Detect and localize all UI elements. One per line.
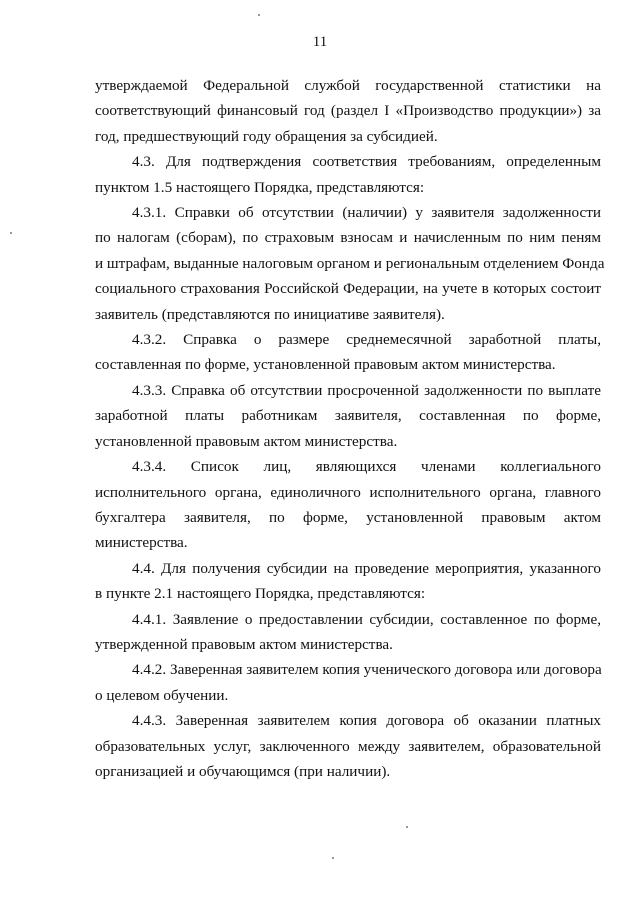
text-line: социального страхования Российской Федерации, на учете в которых состоит (95, 280, 601, 298)
paragraph-4-3-4 (95, 454, 601, 556)
text-line: 4.4.1. Заявление о предоставлении субсидии, составленное по форме, (132, 610, 601, 628)
paragraph-4-3-2 (95, 327, 601, 378)
text-line: 4.3.4. Список лиц, являющихся членами коллегиального (132, 458, 601, 476)
text-line: организацией и обучающимся (при наличии). (95, 762, 391, 780)
text-line: заработной платы работникам заявителя, составленная по форме, (95, 407, 601, 425)
text-line: по налогам (сборам), по страховым взносам и начисленным по ним пеням (95, 229, 601, 247)
text-line: о целевом обучении. (95, 686, 229, 704)
text-line: 4.4. Для получения субсидии на проведение мероприятия, указанного (132, 559, 601, 577)
paragraph-4-3-3 (95, 378, 601, 454)
text-line: соответствующий финансовый год (раздел I «Производство продукции») за (95, 102, 601, 120)
text-line: 4.4.3. Заверенная заявителем копия договора об оказании платных (132, 712, 601, 730)
paragraph-4-3 (95, 149, 601, 200)
document-body (95, 73, 605, 784)
text-line: 4.4.2. Заверенная заявителем копия ученического договора или договора (132, 661, 602, 679)
text-line: 4.3.3. Справка об отсутствии просроченной задолженности по выплате (132, 381, 601, 399)
text-line: 4.3. Для подтверждения соответствия требованиям, определенным (132, 153, 601, 171)
text-line: год, предшествующий году обращения за субсидией. (95, 127, 438, 145)
scan-speck (332, 857, 334, 859)
text-line: заявитель (представляются по инициативе заявителя). (95, 305, 445, 323)
text-line: утверждаемой Федеральной службой государственной статистики на (95, 77, 601, 94)
page-number: 11 (312, 34, 328, 50)
scan-speck (406, 826, 408, 828)
paragraph-4-4-3 (95, 708, 601, 784)
text-line: в пункте 2.1 настоящего Порядка, представляются: (95, 585, 426, 603)
text-line: установленной правовым актом министерства. (95, 432, 398, 450)
text-line: образовательных услуг, заключенного между заявителем, образовательной (95, 737, 601, 755)
paragraph-continuation (95, 73, 601, 149)
paragraph-4-4 (95, 556, 601, 607)
scan-speck (258, 14, 260, 16)
text-line: пунктом 1.5 настоящего Порядка, представляются: (95, 178, 425, 196)
text-line: 4.3.1. Справки об отсутствии (наличии) у заявителя задолженности (132, 204, 601, 222)
text-line: утвержденной правовым актом министерства. (95, 635, 393, 653)
paragraph-4-4-2 (95, 657, 601, 708)
scan-speck (10, 232, 12, 234)
text-line: составленная по форме, установленной правовым актом министерства. (95, 356, 556, 374)
text-line: министерства. (95, 534, 188, 552)
paragraph-4-3-1 (95, 200, 605, 327)
text-line: исполнительного органа, единоличного исполнительного органа, главного (95, 483, 601, 501)
paragraph-4-4-1 (95, 607, 601, 658)
text-line: и штрафам, выданные налоговым органом и региональным отделением Фонда (95, 254, 605, 272)
text-line: бухгалтера заявителя, по форме, установленной правовым актом (95, 508, 601, 526)
text-line: 4.3.2. Справка о размере среднемесячной заработной платы, (132, 331, 601, 349)
